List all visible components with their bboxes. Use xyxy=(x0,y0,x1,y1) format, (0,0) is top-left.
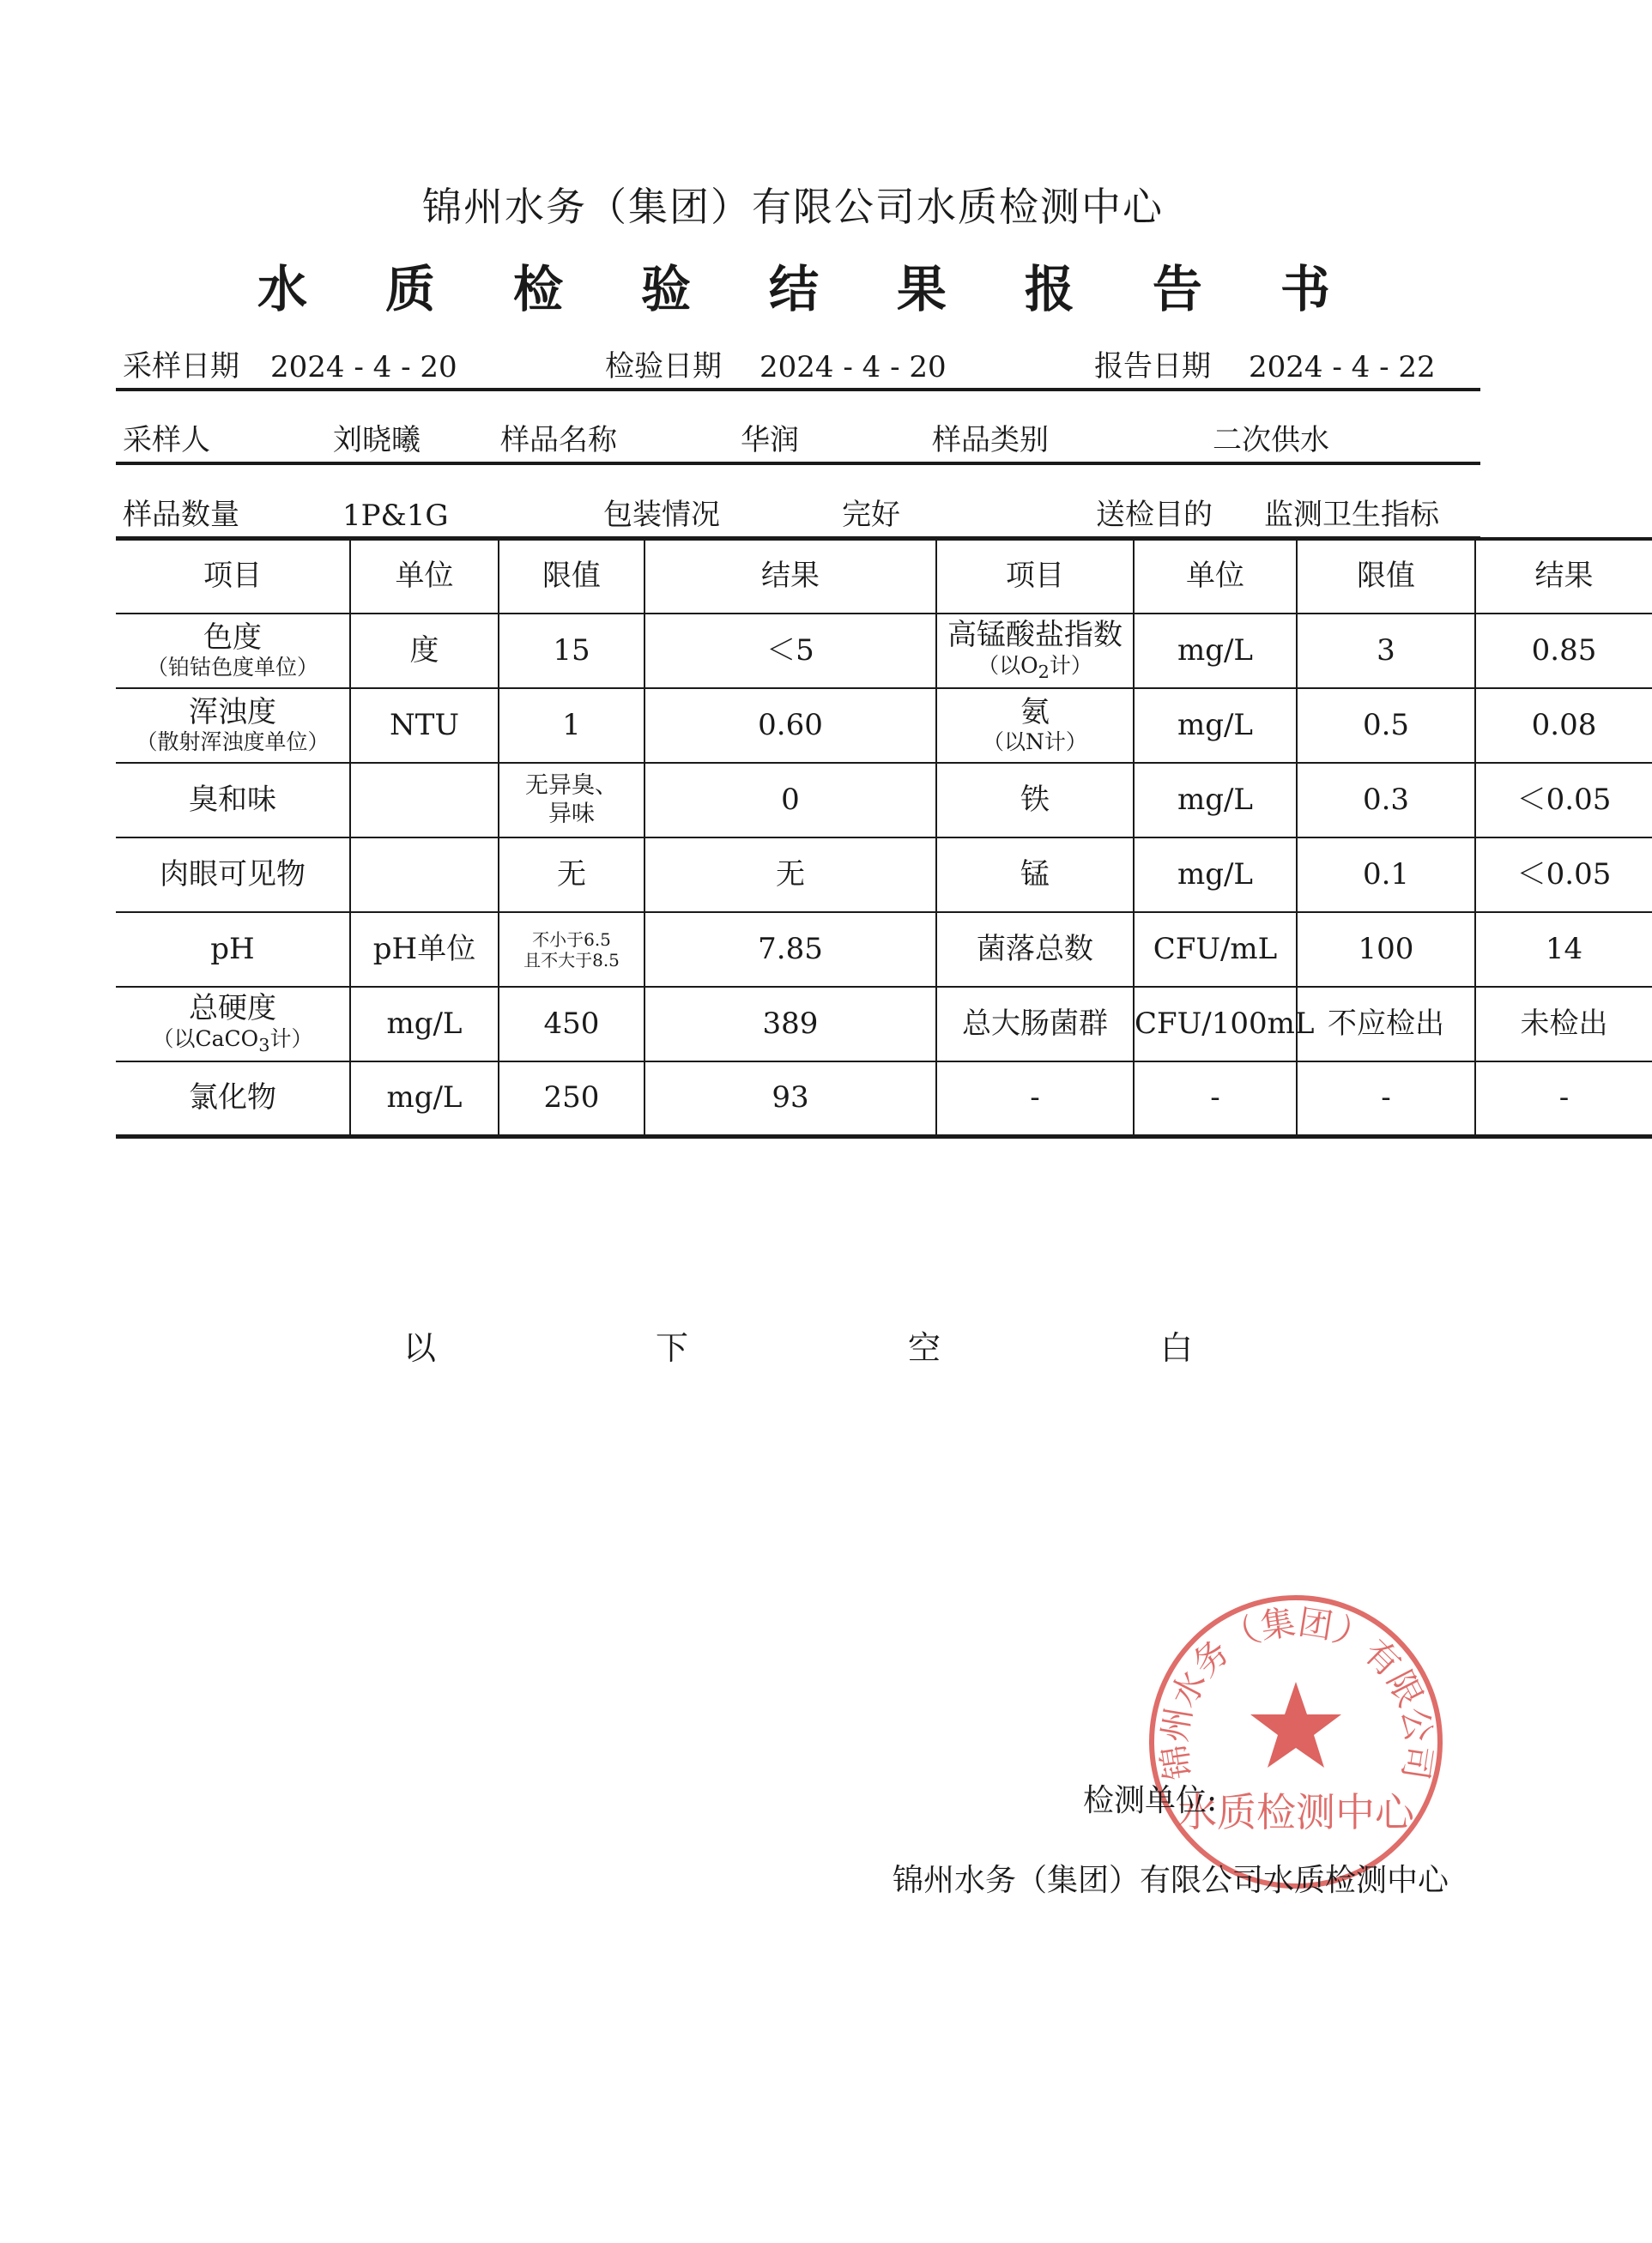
limit-cell: 3 xyxy=(1297,614,1475,688)
result-cell: 93 xyxy=(644,1061,936,1136)
result-cell: 0.08 xyxy=(1475,688,1652,763)
header-unit: 单位 xyxy=(350,539,499,614)
sample-type: 二次供水 xyxy=(1213,423,1329,457)
report-date-label: 报告日期 xyxy=(1094,349,1211,384)
result-cell: ＜5 xyxy=(644,614,936,688)
header-item: 项目 xyxy=(116,539,350,614)
sample-info-row xyxy=(116,410,1480,465)
header-result: 结果 xyxy=(1475,539,1652,614)
seal-star-icon xyxy=(1250,1682,1341,1768)
report-title-char: 报 xyxy=(1024,260,1074,318)
report-title-char: 检 xyxy=(512,260,563,318)
result-cell: 无 xyxy=(644,837,936,912)
unit-cell: NTU xyxy=(350,688,499,763)
item-cell: 总硬度 （以CaCO$_3$计） xyxy=(116,987,350,1061)
report-date: 2024 - 4 - 22 xyxy=(1249,350,1436,384)
blank-marker-char: 以 xyxy=(403,1329,437,1367)
unit-cell: mg/L xyxy=(1134,688,1297,763)
packaging-label: 包装情况 xyxy=(603,498,720,532)
report-title-char: 结 xyxy=(768,260,819,318)
blank-marker-char: 空 xyxy=(907,1329,941,1367)
limit-cell: 不应检出 xyxy=(1297,987,1475,1061)
unit-cell: mg/L xyxy=(350,1061,499,1136)
limit-cell: 无异臭、 异味 xyxy=(499,763,644,837)
seal-inner-text: 水质检测中心 xyxy=(1177,1789,1414,1835)
result-cell: ＜0.05 xyxy=(1475,837,1652,912)
unit-cell: CFU/mL xyxy=(1134,912,1297,987)
sample-type-label: 样品类别 xyxy=(932,423,1049,457)
packaging: 完好 xyxy=(842,498,900,532)
report-title-char: 质 xyxy=(384,260,435,318)
unit-cell: - xyxy=(1134,1061,1297,1136)
result-cell: - xyxy=(1475,1061,1652,1136)
header-unit: 单位 xyxy=(1134,539,1297,614)
limit-cell: 无 xyxy=(499,837,644,912)
unit-cell: mg/L xyxy=(1134,837,1297,912)
limit-cell: 不小于6.5 且不大于8.5 xyxy=(499,912,644,987)
official-seal xyxy=(1141,1587,1450,1896)
sample-extra-row xyxy=(116,485,1480,540)
limit-cell: 450 xyxy=(499,987,644,1061)
sampler: 刘晓曦 xyxy=(333,423,421,457)
purpose-label: 送检目的 xyxy=(1096,498,1213,532)
unit-cell xyxy=(350,763,499,837)
unit-cell xyxy=(350,837,499,912)
item-cell: 锰 xyxy=(936,837,1134,912)
blank-marker xyxy=(403,1321,1193,1369)
report-title-char: 果 xyxy=(896,260,947,318)
unit-cell: pH单位 xyxy=(350,912,499,987)
seal-outer-text: 锦州水务（集团）有限公司 xyxy=(1154,1602,1439,1783)
header-result: 结果 xyxy=(644,539,936,614)
blank-marker-char: 白 xyxy=(1159,1329,1193,1367)
sample-name: 华润 xyxy=(741,423,799,457)
table-header-row xyxy=(116,539,1652,614)
limit-cell: 0.5 xyxy=(1297,688,1475,763)
result-cell: ＜0.05 xyxy=(1475,763,1652,837)
item-cell: 菌落总数 xyxy=(936,912,1134,987)
sampling-date: 2024 - 4 - 20 xyxy=(270,350,457,384)
blank-marker-char: 下 xyxy=(655,1329,688,1367)
test-date: 2024 - 4 - 20 xyxy=(759,350,947,384)
date-info-row xyxy=(116,336,1480,391)
limit-cell: 15 xyxy=(499,614,644,688)
item-cell: 氨 （以N计） xyxy=(936,688,1134,763)
header-limit: 限值 xyxy=(1297,539,1475,614)
table-row xyxy=(116,688,1652,763)
limit-cell: - xyxy=(1297,1061,1475,1136)
item-cell: 浑浊度 （散射浑浊度单位） xyxy=(116,688,350,763)
result-cell: 0.85 xyxy=(1475,614,1652,688)
results-table xyxy=(116,537,1652,1139)
limit-cell: 0.3 xyxy=(1297,763,1475,837)
sample-qty: 1P&1G xyxy=(342,499,449,533)
item-cell: 铁 xyxy=(936,763,1134,837)
sample-qty-label: 样品数量 xyxy=(123,498,239,532)
item-cell: 总大肠菌群 xyxy=(936,987,1134,1061)
table-row xyxy=(116,614,1652,688)
sampling-date-label: 采样日期 xyxy=(123,349,239,384)
limit-cell: 1 xyxy=(499,688,644,763)
result-cell: 389 xyxy=(644,987,936,1061)
table-row xyxy=(116,912,1652,987)
unit-cell: CFU/100mL xyxy=(1134,987,1297,1061)
purpose: 监测卫生指标 xyxy=(1264,498,1439,532)
report-title-char: 书 xyxy=(1280,260,1330,318)
test-date-label: 检验日期 xyxy=(605,349,722,384)
report-title-char: 水 xyxy=(257,260,308,318)
item-cell: 氯化物 xyxy=(116,1061,350,1136)
item-cell: - xyxy=(936,1061,1134,1136)
unit-cell: 度 xyxy=(350,614,499,688)
item-cell: 高锰酸盐指数 （以$O_2$计） xyxy=(936,614,1134,688)
sampler-label: 采样人 xyxy=(123,423,210,457)
sample-name-label: 样品名称 xyxy=(500,423,617,457)
unit-cell: mg/L xyxy=(1134,763,1297,837)
table-row xyxy=(116,837,1652,912)
result-cell: 14 xyxy=(1475,912,1652,987)
limit-cell: 250 xyxy=(499,1061,644,1136)
item-cell: 色度 （铂钴色度单位） xyxy=(116,614,350,688)
result-cell: 未检出 xyxy=(1475,987,1652,1061)
item-cell: 肉眼可见物 xyxy=(116,837,350,912)
result-cell: 0 xyxy=(644,763,936,837)
limit-cell: 0.1 xyxy=(1297,837,1475,912)
item-cell: 臭和味 xyxy=(116,763,350,837)
limit-cell: 100 xyxy=(1297,912,1475,987)
result-cell: 0.60 xyxy=(644,688,936,763)
table-row xyxy=(116,763,1652,837)
unit-cell: mg/L xyxy=(350,987,499,1061)
header-item: 项目 xyxy=(936,539,1134,614)
table-row xyxy=(116,1061,1652,1136)
item-cell: pH xyxy=(116,912,350,987)
testing-unit-name: 锦州水务（集团）有限公司水质检测中心 xyxy=(893,1863,1449,1898)
result-cell: 7.85 xyxy=(644,912,936,987)
testing-unit-label: 检测单位: xyxy=(1083,1783,1218,1818)
report-title-char: 验 xyxy=(640,260,691,318)
header-limit: 限值 xyxy=(499,539,644,614)
report-title xyxy=(257,249,1330,321)
organization-title: 锦州水务（集团）有限公司水质检测中心 xyxy=(422,184,1164,230)
report-title-char: 告 xyxy=(1152,260,1202,318)
table-row xyxy=(116,987,1652,1061)
unit-cell: mg/L xyxy=(1134,614,1297,688)
